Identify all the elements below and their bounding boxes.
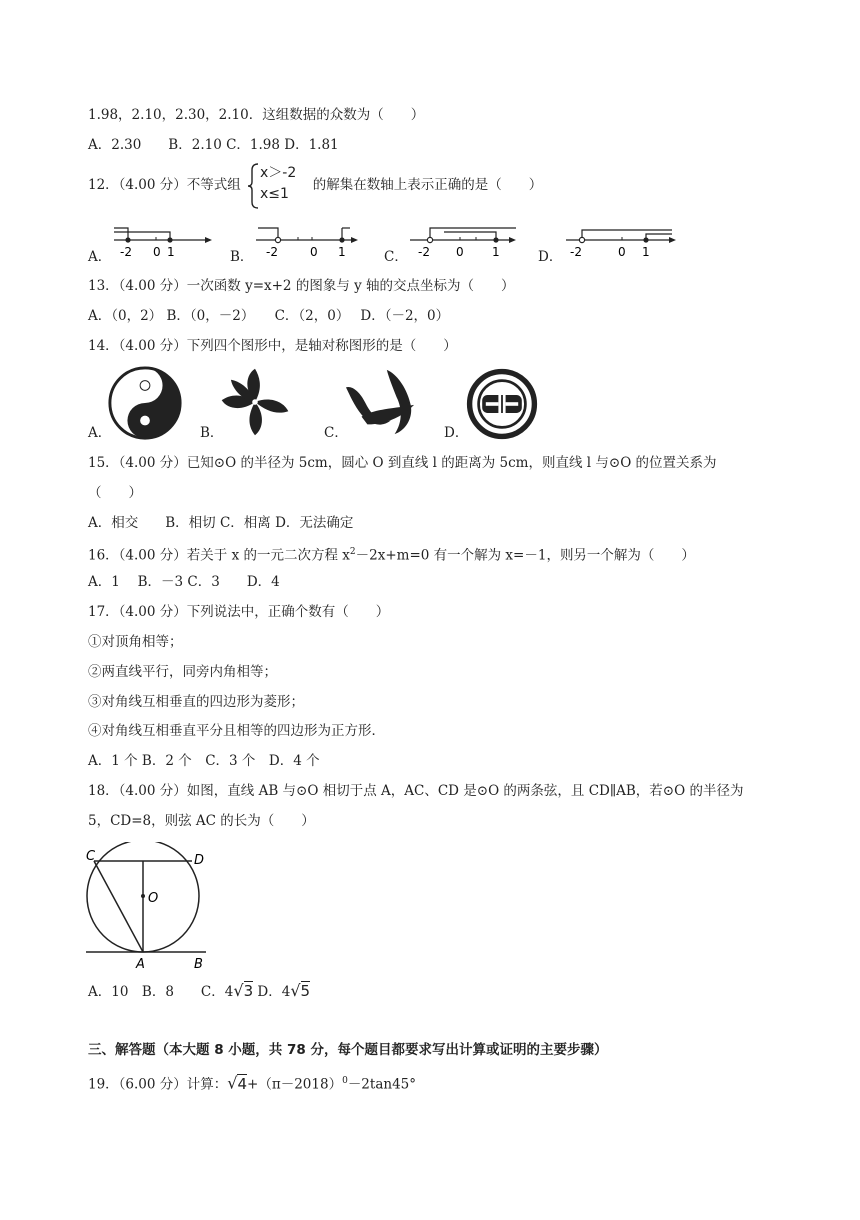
q11-stem: 1.98，2.10，2.30，2.10．这组数据的众数为（ ） <box>88 107 425 123</box>
q18-stem: 18．（4.00 分）如图，直线 AB 与⊙O 相切于点 A，AC、CD 是⊙O 的两条弦，且 CD∥AB，若⊙O 的半径为 <box>88 783 744 799</box>
circle-logo-icon <box>466 368 538 440</box>
q17-options: A．1 个 B．2 个 C．3 个 D．4 个 <box>88 753 320 769</box>
svg-text:-2: -2 <box>570 245 582 259</box>
q17-stem: 17．（4.00 分）下列说法中，正确个数有（ ） <box>88 604 390 620</box>
q12-option-a-label: A． <box>88 249 112 265</box>
tick-label-1: 1 <box>167 245 175 259</box>
q14-option-a-label: A． <box>88 425 112 441</box>
yin-yang-icon <box>106 364 184 442</box>
pinwheel-flower-icon <box>218 364 292 440</box>
label-b: B <box>194 957 203 972</box>
svg-text:1: 1 <box>338 245 346 259</box>
svg-text:0: 0 <box>618 245 626 259</box>
q17-item-2: ②两直线平行，同旁内角相等； <box>88 664 277 680</box>
q12-option-d-label: D． <box>538 249 563 265</box>
svg-text:-2: -2 <box>266 245 278 259</box>
q12-number-line-c <box>404 222 524 260</box>
q14-option-c-label: C． <box>324 425 348 441</box>
inequality-line-1: x＞-2 <box>260 165 297 181</box>
q13-options: A．（0，2） B．（0，－2） C．（2，0） D．（－2，0） <box>88 308 450 324</box>
q15-stem: 15．（4.00 分）已知⊙O 的半径为 5cm，圆心 O 到直线 l 的距离为 5cm，则直线 l 与⊙O 的位置关系为 <box>88 455 717 471</box>
svg-text:0: 0 <box>310 245 318 259</box>
q15-options: A．相交 B．相切 C．相离 D．无法确定 <box>88 515 354 531</box>
q14-option-b-label: B． <box>200 425 224 441</box>
q18-stem-cont: 5，CD=8，则弦 AC 的长为（ ） <box>88 813 315 829</box>
swallow-logo-icon <box>342 366 420 438</box>
svg-text:-2: -2 <box>418 245 430 259</box>
label-a: A <box>136 957 145 972</box>
q13-stem: 13．（4.00 分）一次函数 y=x+2 的图象与 y 轴的交点坐标为（ ） <box>88 278 515 294</box>
q16-stem: 16．（4.00 分）若关于 x 的一元二次方程 $x^2-2x+m=0$ 有一个解为 x=－1，则另一个解为（ ） <box>88 547 695 564</box>
q16-options: A．1 B．－3 C．3 D．4 <box>88 574 280 590</box>
svg-text:1: 1 <box>492 245 500 259</box>
inequality-system <box>248 162 318 210</box>
q12-option-c-label: C． <box>384 249 408 265</box>
label-c: C <box>86 849 96 864</box>
tick-label-neg2: -2 <box>120 245 132 259</box>
label-o: O <box>148 891 159 906</box>
q14-stem: 14．（4.00 分）下列四个图形中，是轴对称图形的是（ ） <box>88 338 457 354</box>
q15-stem-cont: （ ） <box>88 485 142 501</box>
section-3-title: 三、解答题（本大题 8 小题，共 78 分，每个题目都要求写出计算或证明的主要步骤） <box>88 1042 608 1058</box>
q19-stem: 19．（6.00 分）计算：$√4+(\pi-2018)^0-2\tan 45^\circ$ <box>88 1073 416 1093</box>
q11-options: A．2.30 B．2.10 C．1.98 D．1.81 <box>88 137 339 153</box>
q17-item-4: ④对角线互相垂直平分且相等的四边形为正方形． <box>88 723 385 739</box>
q12-stem-prefix: 12．（4.00 分）不等式组 <box>88 177 241 193</box>
q12-number-line-d <box>560 222 684 260</box>
q12-number-line-b <box>250 222 365 260</box>
q18-circle-figure <box>80 842 220 974</box>
q12-stem-suffix: 的解集在数轴上表示正确的是（ ） <box>312 177 543 193</box>
tick-label-0: 0 <box>153 245 161 259</box>
q12-option-b-label: B． <box>230 249 254 265</box>
inequality-line-2: x≤1 <box>260 186 289 202</box>
q17-item-3: ③对角线互相垂直的四边形为菱形； <box>88 694 304 710</box>
brace-icon <box>248 162 260 210</box>
q18-options: A．10 B．8 C．4√3 D．4√5 <box>88 981 311 1000</box>
label-d: D <box>194 853 205 868</box>
q17-item-1: ①对顶角相等； <box>88 634 183 650</box>
svg-text:0: 0 <box>456 245 464 259</box>
q14-option-d-label: D． <box>444 425 469 441</box>
svg-text:1: 1 <box>642 245 650 259</box>
q12-number-line-a <box>108 222 218 260</box>
